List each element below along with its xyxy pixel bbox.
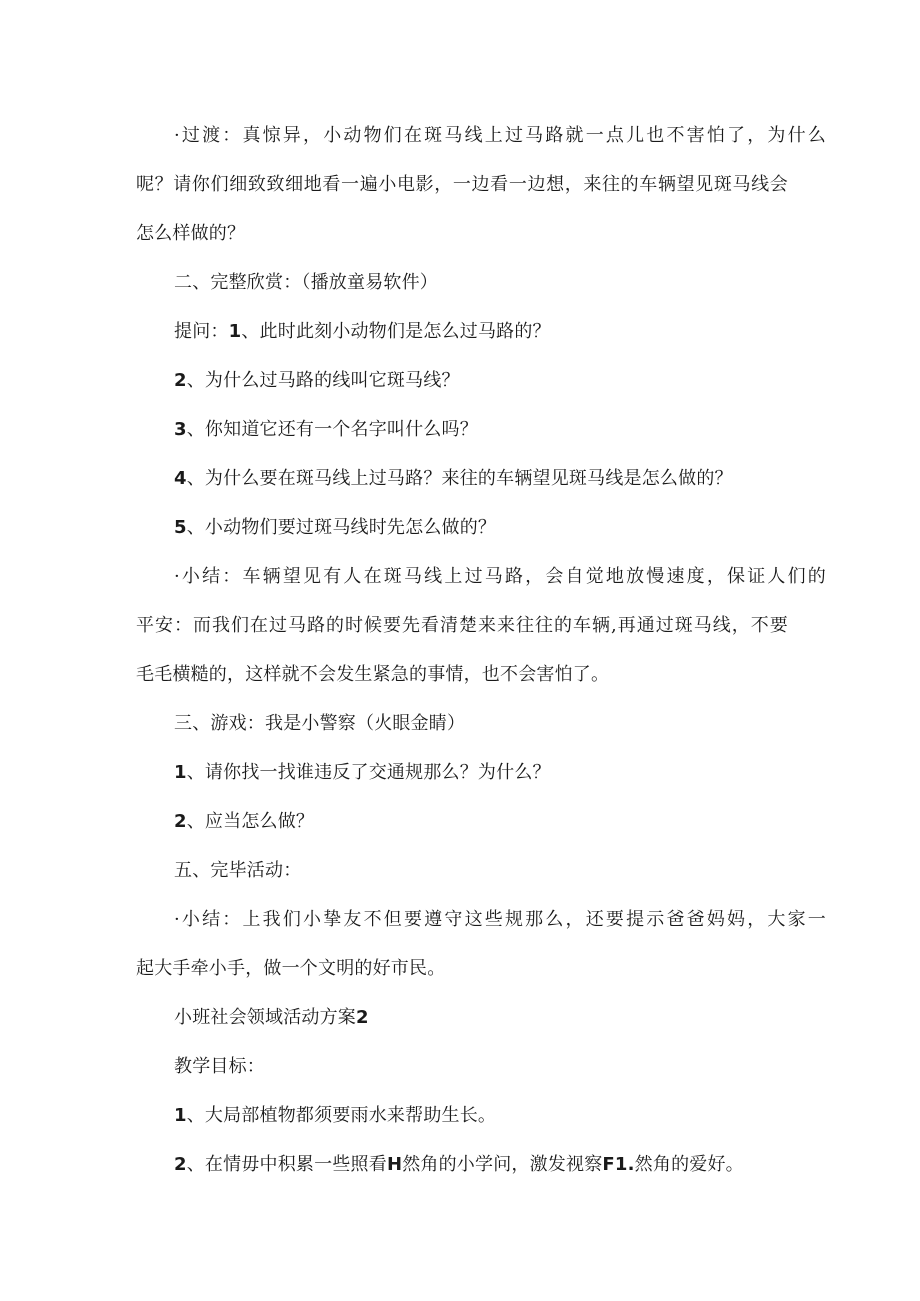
item-number: 2 xyxy=(174,1154,187,1175)
item-number: 1 xyxy=(174,1105,187,1126)
goal-item-1 xyxy=(174,1104,496,1128)
section-heading-goals: 教学目标： xyxy=(174,1056,265,1077)
item-text-b: 然角的小学问，激发视察 xyxy=(402,1154,603,1175)
plan-title xyxy=(174,1006,369,1030)
item-text: 、小动物们要过斑马线时先怎么做的？ xyxy=(186,517,497,538)
item-text-c: 然角的爱好。 xyxy=(634,1154,744,1175)
item-text: 、你知道它还有一个名字叫什么吗？ xyxy=(186,419,478,440)
item-text-a: 、在情毋中积累一些照看 xyxy=(186,1154,387,1175)
item-text: 、此时此刻小动物们是怎么过马路的？ xyxy=(241,321,551,342)
item-number: 2 xyxy=(174,811,187,832)
item-number: 5 xyxy=(174,517,187,538)
item-text: 、为什么要在斑马线上过马路？来往的车辆望见斑马线是怎么做的？ xyxy=(186,468,733,489)
item-bold-a: H xyxy=(386,1154,403,1175)
paragraph-final-summary-line-1: ·小结：上我们小挚友不但要遵守这些规那么，还要提示爸爸妈妈，大家一 xyxy=(174,909,826,930)
question-item-1 xyxy=(174,320,551,344)
paragraph-final-summary-line-2: 起大手牵小手，做一个文明的好市民。 xyxy=(136,958,446,979)
plan-title-text: 小班社会领域活动方案 xyxy=(174,1007,356,1028)
item-number: 1 xyxy=(174,762,187,783)
item-number: 3 xyxy=(174,419,187,440)
item-number: 2 xyxy=(174,370,187,391)
question-item-5 xyxy=(174,516,496,540)
section-heading-appreciation: 二、完整欣赏：（播放童易软件） xyxy=(174,272,438,293)
question-item-4 xyxy=(174,467,733,491)
game-item-2 xyxy=(174,810,314,834)
item-text: 、为什么过马路的线叫它斑马线？ xyxy=(186,370,460,391)
paragraph-summary-line-2: 平安：而我们在过马路的时候要先看清楚来来往往的车辆,再通过斑马线，不要 xyxy=(136,615,788,636)
item-text: 、大局部植物都须要雨水来帮助生长。 xyxy=(186,1105,497,1126)
item-number: 4 xyxy=(174,468,187,489)
item-text: 、请你找一找谁违反了交通规那么？为什么？ xyxy=(186,762,551,783)
goal-item-2 xyxy=(174,1153,744,1177)
paragraph-transition-line-3: 怎么样做的？ xyxy=(136,223,246,244)
item-bold-b: F1. xyxy=(602,1154,635,1175)
section-heading-game: 三、游戏：我是小警察（火眼金睛） xyxy=(174,713,466,734)
plan-title-number: 2 xyxy=(356,1007,369,1028)
game-item-1 xyxy=(174,761,551,785)
paragraph-summary-line-3: 毛毛横糙的，这样就不会发生紧急的事情，也不会害怕了。 xyxy=(136,664,610,685)
question-item-3 xyxy=(174,418,478,442)
question-item-2 xyxy=(174,369,460,393)
question-prefix: 提问： xyxy=(174,321,229,342)
paragraph-summary-line-1: ·小结：车辆望见有人在斑马线上过马路，会自觉地放慢速度，保证人们的 xyxy=(174,566,826,587)
paragraph-transition-line-1: ·过渡：真惊异，小动物们在斑马线上过马路就一点儿也不害怕了，为什么 xyxy=(174,125,826,146)
item-text: 、应当怎么做？ xyxy=(186,811,315,832)
section-heading-end: 五、完毕活动： xyxy=(174,860,302,881)
paragraph-transition-line-2: 呢？请你们细致致细地看一遍小电影，一边看一边想，来往的车辆望见斑马线会 xyxy=(136,174,788,195)
item-number: 1 xyxy=(228,321,242,342)
